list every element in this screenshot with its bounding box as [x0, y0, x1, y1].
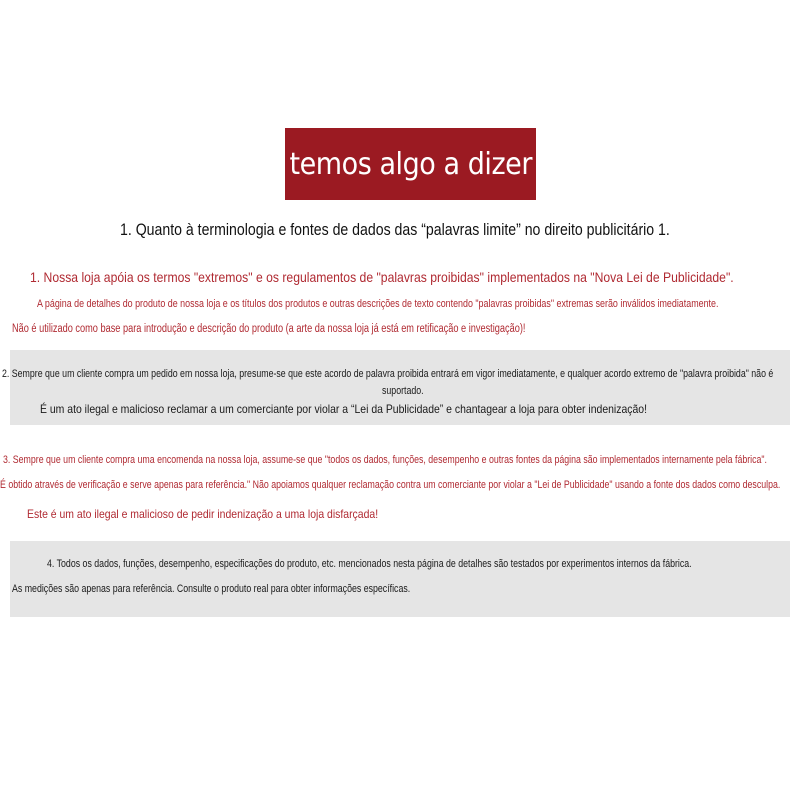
notice-3-line-1: 3. Sempre que um cliente compra uma encomenda na nossa loja, assume-se que "todos os dados, funções, desempenho e outras fontes da página são implementados internamente pela fábrica". — [3, 454, 767, 466]
notice-1-line-2: A página de detalhes do produto de nossa loja e os títulos dos produtos e outras descrições de texto contendo "palavras proibidas" extremas serão inválidos imediatamente. — [37, 298, 719, 310]
notice-3-line-3: Este é um ato ilegal e malicioso de pedir indenização a uma loja disfarçada! — [27, 507, 379, 521]
notice-1-line-1: 1. Nossa loja apóia os termos "extremos" e os regulamentos de "palavras proibidas" implementados na "Nova Lei de Publicidade". — [30, 269, 734, 285]
notice-4-box — [10, 541, 790, 617]
notice-3-line-2: É obtido através de verificação e serve apenas para referência." Não apoiamos qualquer reclamação contra um comerciante por violar a "Lei de Publicidade" usando a fonte dos dados como desculpa. — [0, 479, 781, 491]
notice-1-line-3: Não é utilizado como base para introdução e descrição do produto (a arte da nossa loja já está em retificação e investigação)! — [12, 323, 526, 335]
notice-2-line-1: 2. Sempre que um cliente compra um pedido em nossa loja, presume-se que este acordo de palavra proibida entrará em vigor imediatamente, e qualquer acordo extremo de "palavra proibida" não é — [2, 368, 774, 380]
notice-2-line-2: suportado. — [382, 385, 424, 397]
notice-4-line-2: As medições são apenas para referência. Consulte o produto real para obter informações específicas. — [12, 583, 411, 595]
banner-title: temos algo a dizer — [289, 146, 532, 182]
title-banner — [285, 128, 536, 200]
section-heading: 1. Quanto à terminologia e fontes de dados das “palavras limite” no direito publicitário 1. — [120, 220, 670, 239]
notice-4-line-1: 4. Todos os dados, funções, desempenho, especificações do produto, etc. mencionados nesta página de detalhes são testados por experimentos internos da fábrica. — [47, 558, 692, 570]
notice-2-line-3: É um ato ilegal e malicioso reclamar a um comerciante por violar a “Lei da Publicidade” e chantagear a loja para obter indenização! — [40, 402, 648, 416]
